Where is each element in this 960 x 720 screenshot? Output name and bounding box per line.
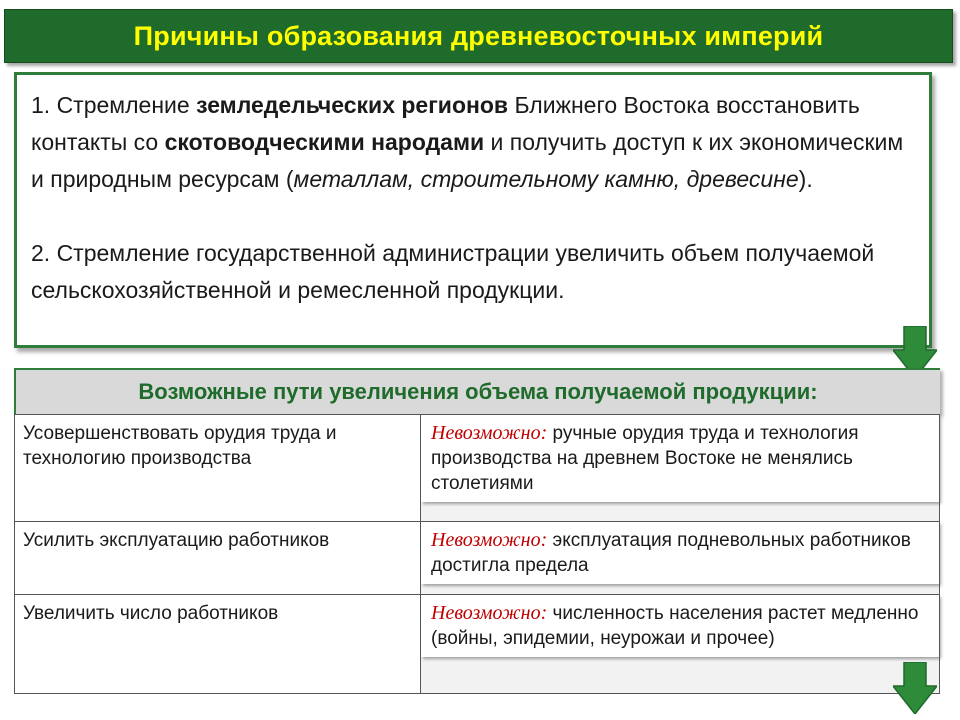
reason-2: 2. Стремление государственной администрации увеличить объем получаемой сельскохозяйственной и ремесленной продукции.	[31, 240, 875, 303]
arrow-down-icon	[893, 662, 937, 714]
paths-table	[14, 414, 940, 694]
verdict-cell	[421, 415, 940, 522]
verdict-reason: ручные орудия труда и технология производства на древнем Востоке не менялись столетиями	[431, 423, 859, 494]
page-title: Причины образования древневосточных империй	[133, 20, 824, 51]
verdict-label: Невозможно:	[431, 602, 548, 624]
verdict-reason: эксплуатация подневольных работников достигла предела	[431, 530, 911, 576]
verdict-cell	[421, 595, 940, 694]
way-cell: Усовершенствовать орудия труда и технологию производства	[15, 415, 421, 522]
verdict-cell	[421, 522, 940, 595]
reason-1-italic: металлам, строительному камню, древесине	[293, 166, 799, 192]
way-cell: Усилить эксплуатацию работников	[15, 522, 421, 595]
reason-1-bold-2: скотоводческими народами	[164, 129, 485, 155]
reason-1-text-3: и получить доступ к их экономическим и природным ресурсам (	[31, 129, 904, 192]
reason-1	[31, 87, 915, 198]
reason-1-text-2: Ближнего Востока восстановить контакты со	[31, 92, 860, 155]
subheading: Возможные пути увеличения объема получаемой продукции:	[138, 379, 818, 404]
reason-1-text-4: ).	[798, 166, 813, 192]
verdict-label: Невозможно:	[431, 422, 548, 444]
table-row	[15, 595, 940, 694]
subheading-bar	[14, 368, 940, 414]
title-bar	[4, 9, 953, 63]
verdict-label: Невозможно:	[431, 529, 548, 551]
verdict-reason: численность населения растет медленно (войны, эпидемии, неурожаи и прочее)	[431, 603, 919, 649]
table-row	[15, 415, 940, 522]
reason-1-bold-1: земледельческих регионов	[196, 92, 509, 118]
table-row	[15, 522, 940, 595]
reason-1-text: 1. Стремление	[31, 92, 197, 118]
reasons-box	[14, 72, 932, 348]
way-cell: Увеличить число работников	[15, 595, 421, 694]
